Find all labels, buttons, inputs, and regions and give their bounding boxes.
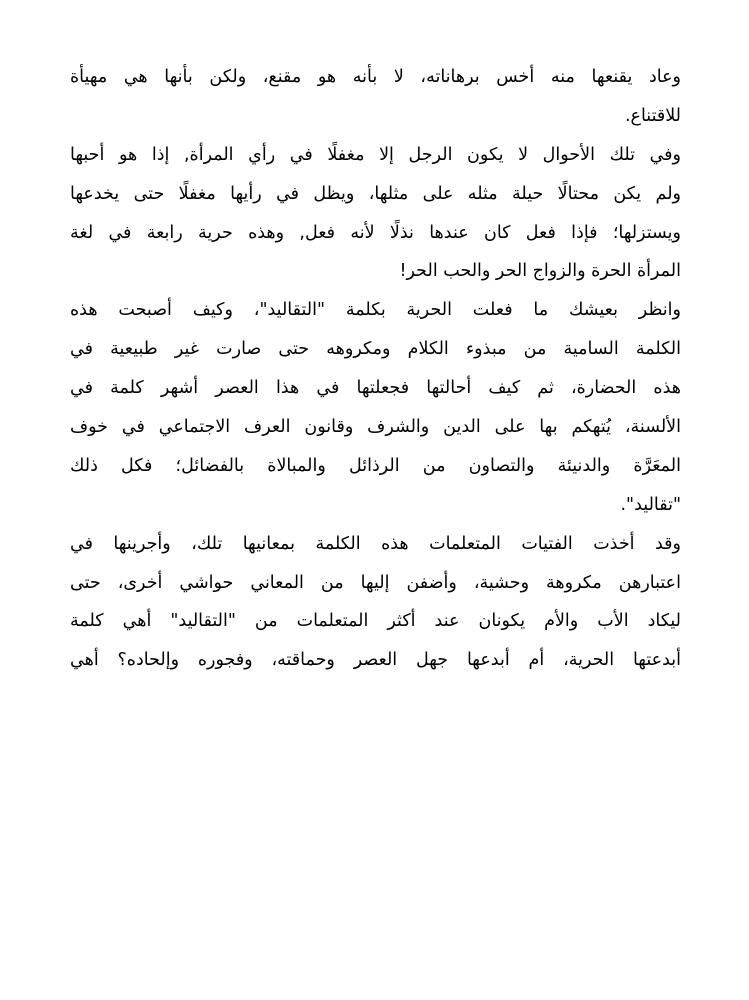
paragraph-3 [70,291,681,524]
text-line: "تقاليد". [620,494,681,515]
text-line: المرأة الحرة والزواج الحر والحب الحر! [399,261,681,282]
text-line: ليكاد الأب والأم يكونان عند أكثر المتعلمات من "التقاليد" أهي كلمة [70,611,681,632]
text-line: للاقتناع. [624,105,681,126]
text-line: وفي تلك الأحوال لا يكون الرجل إلا مغفلًا في رأي المرأة, إذا هو أحبها [70,144,681,165]
document-page [70,58,681,680]
text-line: هذه الحضارة، ثم كيف أحالتها فجعلتها في هذا العصر أشهر كلمة في [70,378,681,399]
text-line: ولم يكن محتالًا حيلة مثله على مثلها، ويظل في رأيها مغفلًا حتى يخدعها [70,183,681,204]
text-line: وعاد يقنعها منه أخس برهاناته، لا بأنه هو مقنع، ولكن بأنها هي مهيأة [70,67,681,87]
paragraph-1 [70,58,681,136]
text-line: المعَرَّة والدنيئة والتصاون من الرذائل والمبالاة بالفضائل؛ فكل ذلك [70,455,681,476]
text-line: الألسنة، يُتهكم بها على الدين والشرف وقانون العرف الاجتماعي في خوف [70,417,681,438]
text-line: وانظر بعيشك ما فعلت الحرية بكلمة "التقاليد"، وكيف أصبحت هذه [70,300,681,321]
text-line: أبدعتها الحرية، أم أبدعها جهل العصر وحماقته، وفجوره وإلحاده؟ أهي [70,650,681,671]
text-line: اعتبارهن مكروهة وحشية، وأضفن إليها من المعاني حواشي أخرى، حتى [70,572,681,593]
paragraph-2 [70,136,681,292]
text-line: ويستزلها؛ فإذا فعل كان عندها نذلًا لأنه فعل, وهذه حرية رابعة في لغة [70,222,681,243]
text-line: الكلمة السامية من مبذوء الكلام ومكروهه حتى صارت غير طبيعية في [70,339,681,360]
paragraph-4 [70,525,681,681]
text-line: وقد أخذت الفتيات المتعلمات هذه الكلمة بمعانيها تلك، وأجرينها في [70,533,681,554]
